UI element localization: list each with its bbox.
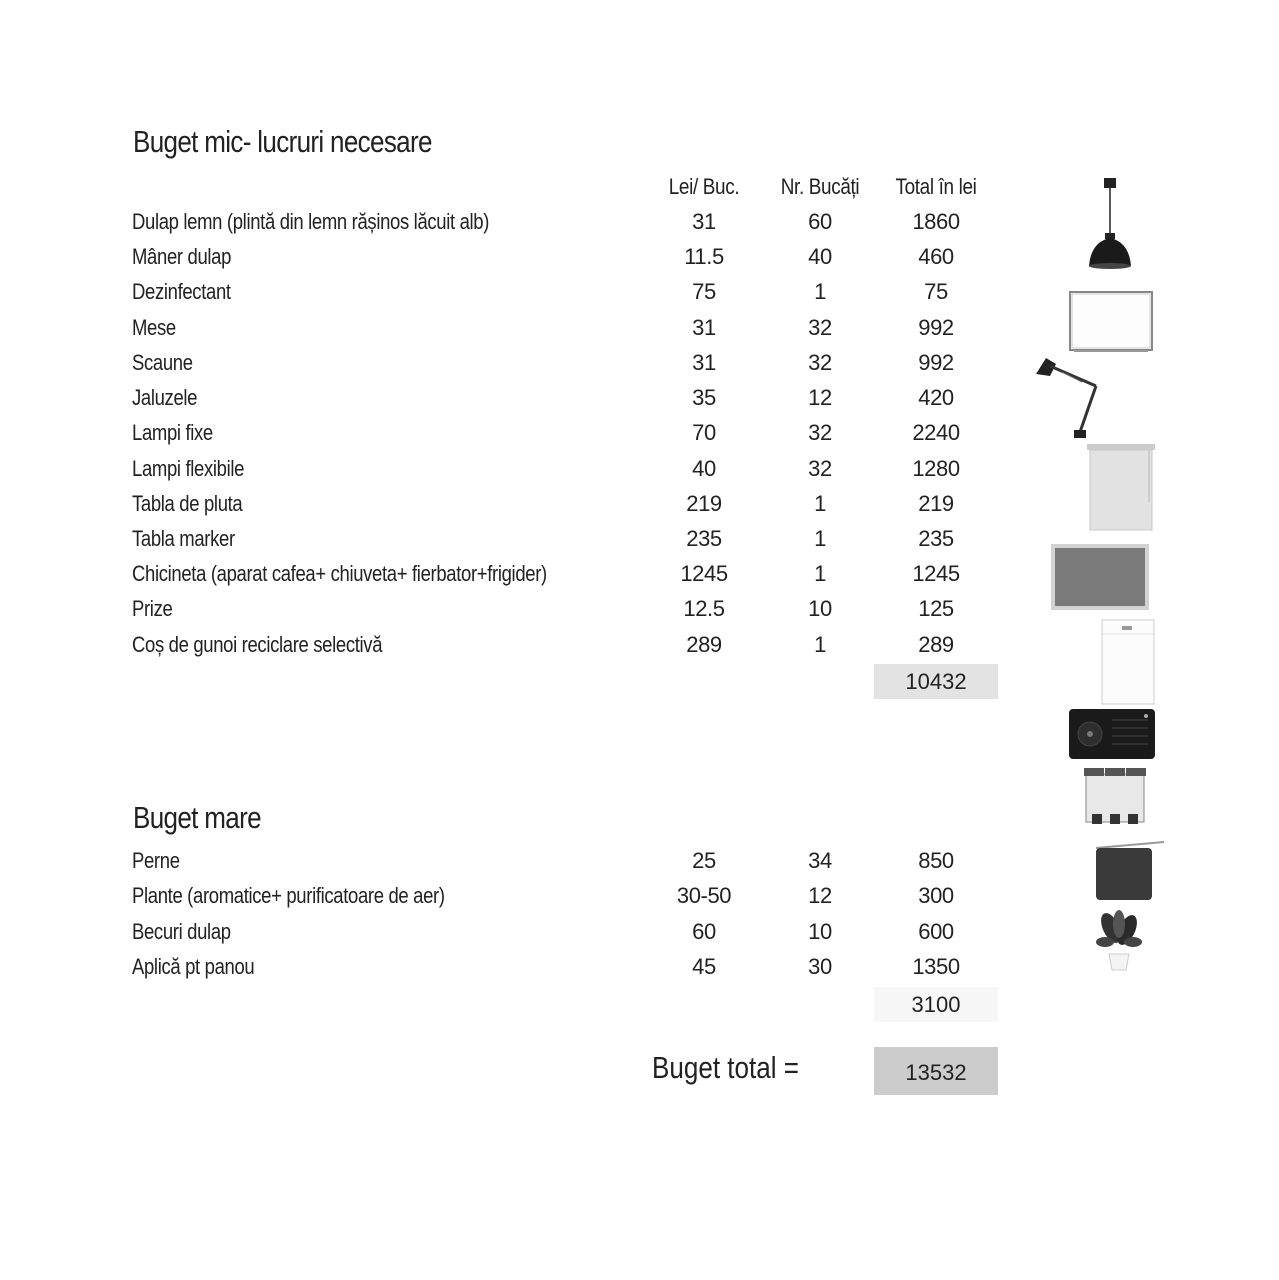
item-count: 1 — [814, 561, 826, 586]
small-budget-title: Buget mic- lucruri necesare — [133, 124, 432, 159]
desk-lamp-icon — [1032, 352, 1104, 442]
item-price: 25 — [692, 848, 716, 873]
item-count: 1 — [814, 632, 826, 657]
item-total: 1350 — [912, 954, 960, 979]
cork-board-icon — [1050, 543, 1150, 611]
item-price: 289 — [686, 632, 722, 657]
item-price: 31 — [692, 315, 716, 340]
item-total: 289 — [918, 632, 954, 657]
plant-icon — [1095, 908, 1143, 972]
item-total: 460 — [918, 244, 954, 269]
item-name: Lampi fixe — [132, 420, 213, 445]
fridge-icon — [1100, 618, 1156, 706]
item-total: 1860 — [912, 209, 960, 234]
recycling-bin-icon — [1080, 764, 1150, 830]
item-name: Becuri dulap — [132, 919, 231, 944]
pendant-lamp-icon — [1085, 178, 1135, 272]
item-name: Aplică pt panou — [132, 954, 255, 979]
roller-blind-icon — [1085, 442, 1157, 532]
item-count: 32 — [808, 350, 832, 375]
item-name: Mese — [132, 315, 176, 340]
item-count: 32 — [808, 315, 832, 340]
item-name: Chicineta (aparat cafea+ chiuveta+ fierbator+frigider) — [132, 561, 547, 586]
item-count: 1 — [814, 526, 826, 551]
item-price: 35 — [692, 385, 716, 410]
item-price: 219 — [686, 491, 722, 516]
item-count: 12 — [808, 385, 832, 410]
item-name: Perne — [132, 848, 180, 873]
item-price: 31 — [692, 209, 716, 234]
item-name: Lampi flexibile — [132, 456, 245, 481]
item-total: 235 — [918, 526, 954, 551]
large-budget-title: Buget mare — [133, 800, 261, 835]
small-budget-subtotal: 10432 — [874, 664, 998, 699]
item-price: 1245 — [680, 561, 728, 586]
item-total: 125 — [918, 596, 954, 621]
sink-icon — [1068, 708, 1156, 760]
item-name: Scaune — [132, 350, 193, 375]
item-price: 45 — [692, 954, 716, 979]
item-count: 12 — [808, 883, 832, 908]
item-name: Dezinfectant — [132, 279, 231, 304]
item-total: 300 — [918, 883, 954, 908]
item-count: 1 — [814, 279, 826, 304]
item-total: 992 — [918, 350, 954, 375]
item-name: Jaluzele — [132, 385, 198, 410]
item-name: Dulap lemn (plintă din lemn rășinos lăcuit alb) — [132, 209, 490, 234]
whiteboard-icon — [1068, 290, 1154, 354]
item-total: 420 — [918, 385, 954, 410]
total-budget-label: Buget total = — [652, 1050, 799, 1085]
header-price-per-piece: Lei/ Buc. — [668, 174, 740, 199]
item-total: 1280 — [912, 456, 960, 481]
header-piece-count: Nr. Bucăți — [780, 174, 860, 199]
cushion-icon — [1088, 838, 1168, 904]
item-name: Prize — [132, 596, 173, 621]
item-price: 11.5 — [684, 244, 724, 269]
item-name: Plante (aromatice+ purificatoare de aer) — [132, 883, 445, 908]
item-count: 32 — [808, 420, 832, 445]
item-name: Tabla marker — [132, 526, 235, 551]
header-total-lei: Total în lei — [895, 174, 977, 199]
large-budget-subtotal: 3100 — [874, 987, 998, 1022]
item-price: 235 — [686, 526, 722, 551]
item-total: 2240 — [912, 420, 960, 445]
item-name: Coș de gunoi reciclare selectivă — [132, 632, 383, 657]
item-count: 40 — [808, 244, 832, 269]
item-total: 1245 — [912, 561, 960, 586]
item-price: 60 — [692, 919, 716, 944]
item-count: 60 — [808, 209, 832, 234]
item-price: 31 — [692, 350, 716, 375]
item-count: 10 — [808, 919, 832, 944]
item-total: 600 — [918, 919, 954, 944]
item-price: 12.5 — [683, 596, 725, 621]
item-price: 75 — [692, 279, 716, 304]
item-count: 30 — [808, 954, 832, 979]
total-budget-value: 13532 — [874, 1047, 998, 1095]
item-name: Mâner dulap — [132, 244, 232, 269]
item-price: 40 — [692, 456, 716, 481]
item-total: 850 — [918, 848, 954, 873]
item-count: 10 — [808, 596, 832, 621]
item-price: 70 — [692, 420, 716, 445]
item-count: 34 — [808, 848, 832, 873]
item-count: 1 — [814, 491, 826, 516]
item-total: 219 — [918, 491, 954, 516]
item-price: 30-50 — [676, 883, 732, 908]
item-name: Tabla de pluta — [132, 491, 243, 516]
item-count: 32 — [808, 456, 832, 481]
item-total: 75 — [924, 279, 948, 304]
item-total: 992 — [918, 315, 954, 340]
